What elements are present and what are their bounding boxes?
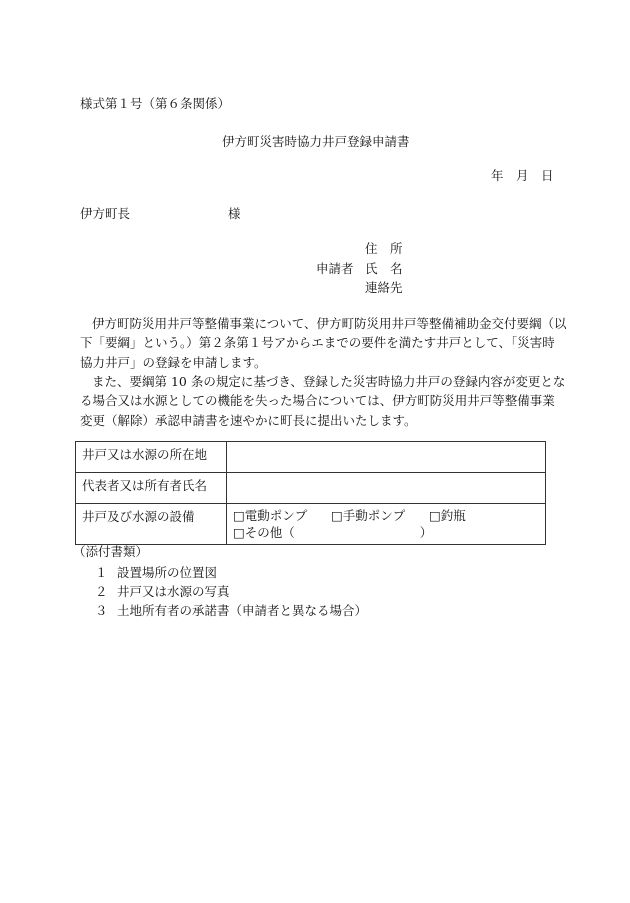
location-field[interactable] [227, 442, 546, 473]
attachment-number: ３ [95, 603, 108, 618]
paragraph-2-line: また、要綱第 10 条の規定に基づき、登録した災害時協力井戸の登録内容が変更とな [92, 374, 566, 389]
document-title: 伊方町災害時協力井戸登録申請書 [222, 134, 410, 149]
attachment-item [95, 582, 230, 600]
electric-pump-checkbox[interactable]: □電動ポンプ [233, 508, 308, 523]
addressee-name: 伊方町長 [80, 206, 131, 221]
attachments-heading: （添付書類） [73, 544, 149, 559]
applicant-role-label: 申請者 [316, 261, 354, 276]
attachment-item [95, 601, 367, 619]
paragraph-1-line: 伊方町防災用井戸等整備事業について、伊方町防災用井戸等整備補助金交付要綱（以 [92, 316, 567, 331]
well-bucket-checkbox[interactable]: □釣瓶 [429, 508, 466, 523]
equipment-options-cell [227, 504, 546, 545]
attachment-number: １ [95, 565, 108, 580]
paragraph-2-line: る場合又は水源としての機能を失った場合については、伊方町防災用井戸等整備事業 [80, 393, 555, 409]
registration-table [75, 441, 546, 545]
other-equipment-checkbox[interactable]: □その他（ ） [233, 525, 433, 540]
attachment-text: 井戸又は水源の写真 [117, 584, 230, 599]
owner-name-label: 代表者又は所有者氏名 [76, 473, 227, 504]
addressee-honorific: 様 [228, 206, 241, 221]
equipment-label: 井戸及び水源の設備 [76, 504, 227, 545]
paragraph-1-line: 協力井戸」の登録を申請します。 [80, 354, 267, 370]
applicant-name-label: 氏 名 [365, 261, 403, 276]
date-line: 年 月 日 [491, 168, 554, 183]
attachment-number: ２ [95, 584, 108, 599]
location-label: 井戸又は水源の所在地 [76, 442, 227, 473]
body-paragraph-1 [80, 314, 567, 372]
applicant-contact-label: 連絡先 [365, 280, 403, 295]
paragraph-1-line: 下「要綱」という。）第２条第１号アからエまでの要件を満たす井戸として、「災害時 [80, 335, 555, 351]
form-number: 様式第１号（第６条関係） [80, 96, 231, 111]
body-paragraph-2 [80, 372, 566, 430]
owner-name-field[interactable] [227, 473, 546, 504]
attachment-text: 設置場所の位置図 [117, 565, 218, 580]
applicant-address-label: 住 所 [365, 241, 403, 256]
table-row [76, 473, 546, 504]
table-row [76, 504, 546, 545]
attachment-item [95, 563, 217, 581]
table-row [76, 442, 546, 473]
attachment-text: 土地所有者の承諾書（申請者と異なる場合） [117, 603, 368, 618]
paragraph-2-line: 変更（解除）承認申請書を速やかに町長に提出いたします。 [80, 412, 417, 428]
manual-pump-checkbox[interactable]: □手動ポンプ [331, 508, 406, 523]
